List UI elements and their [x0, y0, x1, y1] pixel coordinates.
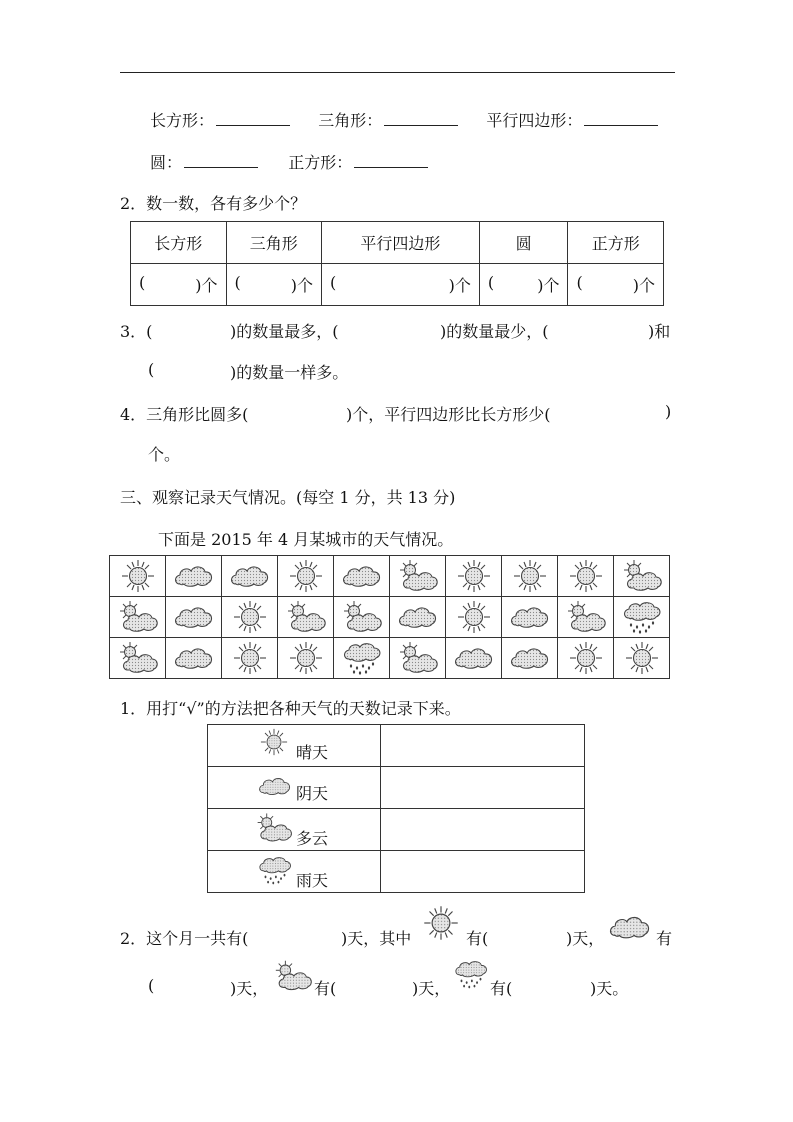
rain-icon	[619, 599, 665, 635]
partly-cloudy-icon	[283, 599, 329, 635]
tally-cell-cloudy[interactable]	[381, 809, 585, 851]
weather-cell	[614, 556, 670, 597]
cloud-icon	[227, 558, 273, 594]
sun-icon	[256, 727, 292, 757]
sub2-part10: 有(	[490, 979, 513, 998]
weather-cell	[614, 638, 670, 679]
partly-cloudy-icon	[395, 558, 441, 594]
count-cell-square[interactable]: ( )个	[568, 264, 664, 306]
cloud-icon	[256, 771, 294, 801]
sun-icon	[418, 904, 464, 942]
q4-part3: )	[665, 402, 672, 421]
sun-icon	[563, 558, 609, 594]
weather-cell	[110, 638, 166, 679]
cloud-icon	[171, 558, 217, 594]
label-cloudy: 多云	[296, 829, 329, 848]
sub2-part6: (	[148, 976, 155, 995]
rain-icon	[339, 640, 385, 676]
weather-cell	[334, 638, 390, 679]
shape-count-table	[130, 221, 664, 306]
weather-cell	[110, 597, 166, 638]
sun-icon	[507, 558, 553, 594]
label-rainy: 雨天	[296, 871, 329, 890]
section3-intro: 下面是 2015 年 4 月某城市的天气情况。	[158, 530, 454, 549]
sub2-part5: 有	[656, 929, 673, 948]
header-rectangle: 长方形	[131, 222, 227, 264]
header-circle: 圆	[479, 222, 568, 264]
tally-label-overcast	[208, 767, 381, 809]
weather-cell	[390, 638, 446, 679]
tally-cell-sunny[interactable]	[381, 725, 585, 767]
q3-part1: 3．(	[120, 322, 153, 341]
rectangle-label: 长方形：	[150, 111, 215, 130]
sub2-part9: )天，	[412, 979, 451, 998]
weather-cell	[166, 597, 222, 638]
q3-part4: )和	[648, 322, 671, 341]
weather-cell	[278, 638, 334, 679]
triangle-blank[interactable]	[384, 111, 458, 126]
cloud-icon	[339, 558, 385, 594]
sub2-part1: 2．这个月一共有(	[120, 929, 249, 948]
triangle-label: 三角形：	[318, 111, 383, 130]
sun-icon	[227, 640, 273, 676]
cloud-icon	[507, 599, 553, 635]
partly-cloudy-icon	[395, 640, 441, 676]
cloud-icon	[171, 599, 217, 635]
cloud-icon	[171, 640, 217, 676]
q2-title: 2．数一数，各有多少个？	[120, 194, 307, 213]
weather-cell	[502, 638, 558, 679]
count-cell-circle[interactable]: ( )个	[479, 264, 568, 306]
sun-icon	[227, 599, 273, 635]
weather-cell	[558, 638, 614, 679]
partly-cloudy-icon	[115, 640, 161, 676]
rain-icon	[256, 853, 294, 887]
weather-cell	[278, 556, 334, 597]
label-sunny: 晴天	[296, 743, 329, 762]
sub2-part2: )天，其中	[341, 929, 412, 948]
square-blank[interactable]	[354, 153, 428, 168]
weather-cell	[222, 638, 278, 679]
weather-cell	[222, 597, 278, 638]
sun-icon	[451, 558, 497, 594]
header-rule	[120, 72, 675, 73]
circle-label: 圆：	[150, 153, 183, 172]
sun-icon	[563, 640, 609, 676]
tally-label-cloudy	[208, 809, 381, 851]
section3-title: 三、观察记录天气情况。(每空 1 分，共 13 分)	[120, 488, 456, 507]
tally-cell-overcast[interactable]	[381, 767, 585, 809]
weather-cell	[390, 597, 446, 638]
weather-row	[110, 638, 670, 679]
sub2-part7: )天，	[230, 979, 269, 998]
partly-cloudy-icon	[254, 811, 294, 845]
sub2-part4: )天，	[566, 929, 605, 948]
sub2-part8: 有(	[314, 979, 337, 998]
partly-cloudy-icon	[339, 599, 385, 635]
count-cell-triangle[interactable]: ( )个	[226, 264, 322, 306]
q4-part1: 4．三角形比圆多(	[120, 405, 249, 424]
header-triangle: 三角形	[226, 222, 322, 264]
weather-cell	[502, 597, 558, 638]
shape-blanks-row2	[150, 150, 428, 173]
weather-row	[110, 556, 670, 597]
tally-label-rainy	[208, 851, 381, 893]
cloud-icon	[507, 640, 553, 676]
weather-cell	[278, 597, 334, 638]
weather-cell	[334, 597, 390, 638]
sub1-title: 1．用打“√”的方法把各种天气的天数记录下来。	[120, 699, 461, 718]
weather-cell	[614, 597, 670, 638]
sub2-part11: )天。	[590, 979, 629, 998]
header-parallelogram: 平行四边形	[322, 222, 480, 264]
weather-grid	[109, 555, 670, 679]
tally-cell-rainy[interactable]	[381, 851, 585, 893]
weather-row	[110, 597, 670, 638]
q3-part2: )的数量最多，(	[230, 322, 339, 341]
weather-tally-table	[207, 724, 585, 893]
weather-cell	[222, 556, 278, 597]
count-cell-rectangle[interactable]: ( )个	[131, 264, 227, 306]
label-overcast: 阴天	[296, 784, 329, 803]
q3-part5: (	[148, 360, 155, 379]
cloud-icon	[395, 599, 441, 635]
weather-cell	[558, 556, 614, 597]
partly-cloudy-icon	[272, 958, 314, 994]
weather-cell	[390, 556, 446, 597]
cloud-icon	[606, 908, 654, 946]
weather-cell	[334, 556, 390, 597]
partly-cloudy-icon	[115, 599, 161, 635]
weather-cell	[446, 556, 502, 597]
sun-icon	[283, 558, 329, 594]
square-label: 正方形：	[288, 153, 353, 172]
partly-cloudy-icon	[619, 558, 665, 594]
weather-cell	[446, 638, 502, 679]
q3-part6: )的数量一样多。	[230, 363, 349, 382]
q3-part3: )的数量最少，(	[440, 322, 549, 341]
rectangle-blank[interactable]	[216, 111, 290, 126]
weather-cell	[558, 597, 614, 638]
weather-cell	[502, 556, 558, 597]
tally-label-sunny	[208, 725, 381, 767]
count-cell-parallelogram[interactable]: ( )个	[322, 264, 480, 306]
weather-cell	[446, 597, 502, 638]
sun-icon	[283, 640, 329, 676]
weather-cell	[166, 556, 222, 597]
parallelogram-blank[interactable]	[584, 111, 658, 126]
sun-icon	[451, 599, 497, 635]
shape-blanks-row1	[150, 108, 658, 131]
weather-cell	[110, 556, 166, 597]
rain-icon	[452, 956, 490, 992]
parallelogram-label: 平行四边形：	[486, 111, 583, 130]
sub2-part3: 有(	[466, 929, 489, 948]
circle-blank[interactable]	[184, 153, 258, 168]
sun-icon	[115, 558, 161, 594]
q4-part2: )个，平行四边形比长方形少(	[346, 405, 551, 424]
weather-cell	[166, 638, 222, 679]
q4-part4: 个。	[148, 445, 181, 464]
partly-cloudy-icon	[563, 599, 609, 635]
sun-icon	[619, 640, 665, 676]
header-square: 正方形	[568, 222, 664, 264]
cloud-icon	[451, 640, 497, 676]
